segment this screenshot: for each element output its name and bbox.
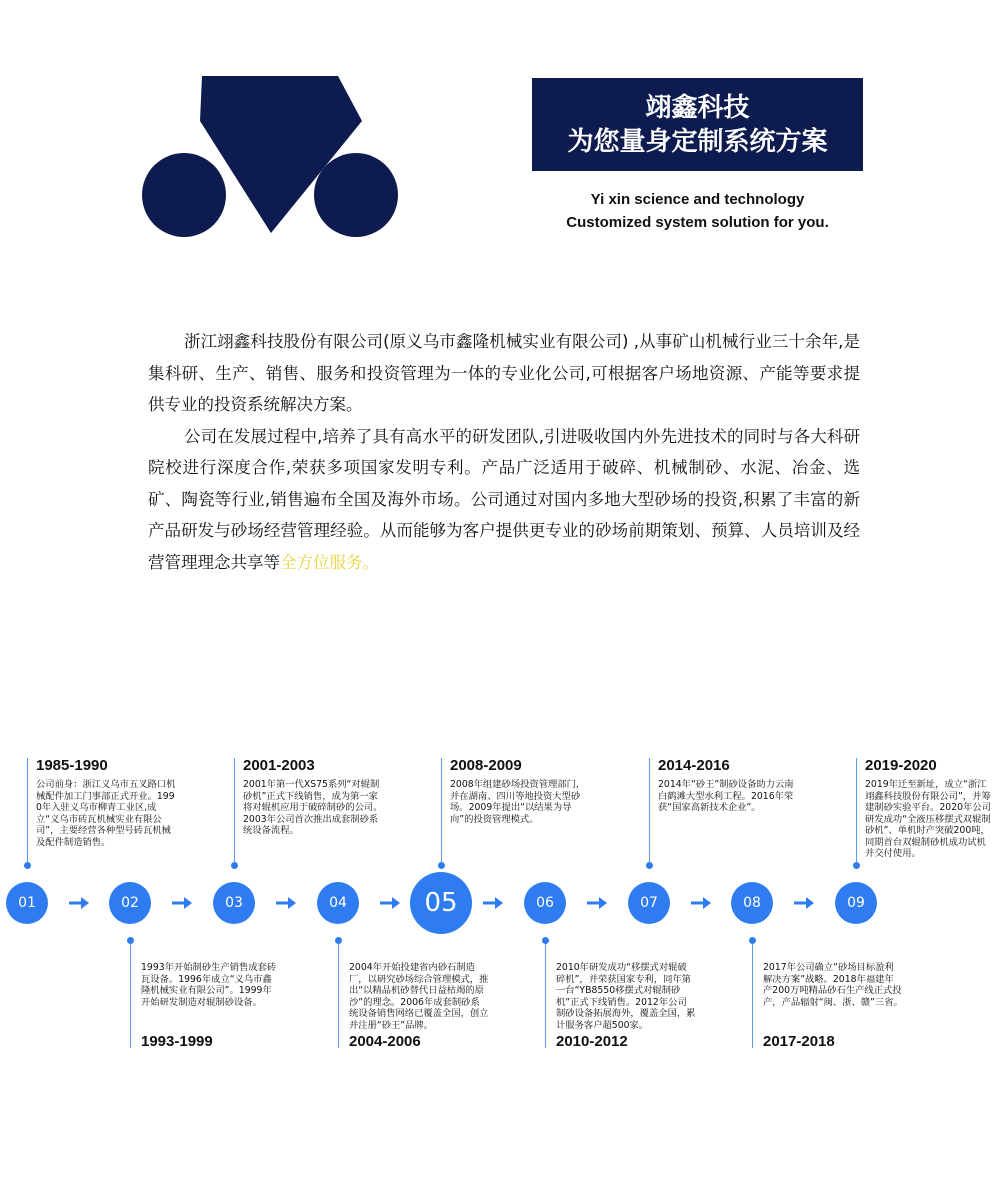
timeline-description: 2010年研发成功“移摆式对辊破碎机”，并荣获国家专利，同年第一台“YB8550移摆式对辊制砂机”正式下线销售。2012年公司制砂设备拓展海外，覆盖全国，累计服务客户超500家。 — [556, 962, 696, 1031]
timeline-connector — [856, 758, 857, 866]
timeline-node-02: 02 — [109, 882, 151, 924]
timeline-dot — [749, 937, 756, 944]
timeline-connector — [338, 944, 339, 1048]
timeline-connector — [130, 944, 131, 1048]
timeline-year: 2014-2016 — [658, 757, 730, 774]
timeline-connector — [234, 758, 235, 866]
timeline-description: 2001年第一代XS75系列“对辊制砂机”正式下线销售，成为第一家将对辊机应用于破碎制砂的公司。2003年公司首次推出成套制砂系统设备流程。 — [243, 779, 383, 836]
slogan-banner — [532, 78, 863, 171]
timeline-year: 2004-2006 — [349, 1033, 421, 1050]
timeline-dot — [853, 862, 860, 869]
timeline-year: 2010-2012 — [556, 1033, 628, 1050]
timeline-node-08: 08 — [731, 882, 773, 924]
company-logo-icon — [140, 75, 400, 240]
arrow-right-icon — [794, 897, 814, 909]
timeline-connector — [545, 944, 546, 1048]
timeline-year: 2017-2018 — [763, 1033, 835, 1050]
timeline-description: 1993年开始制砂生产销售成套砖瓦设备。1996年成立“义乌市鑫隆机械实业有限公司”。1999年开始研发制造对辊制砂设备。 — [141, 962, 277, 1008]
banner-brand: 翊鑫科技 — [645, 93, 750, 123]
timeline-description: 公司前身：浙江义乌市五叉路口机械配件加工门事部正式开业。1990年入驻义乌市柳青工业区,成立“义乌市砖瓦机械实业有限公司”，主要经营各种型号砖瓦机械及配件制造销售。 — [36, 779, 176, 848]
timeline-description: 2019年迁至新址，成立“浙江翊鑫科技股份有限公司”，并筹建制砂实验平台。2020年公司研发成功“全液压移摆式双辊制砂机”、单机时产突破200吨，同期首台双辊制砂机成功试机并交付使用。 — [865, 779, 991, 859]
timeline-node-07: 07 — [628, 882, 670, 924]
timeline-connector — [441, 758, 442, 866]
arrow-right-icon — [380, 897, 400, 909]
intro-highlight: 全方位服务。 — [280, 552, 379, 572]
timeline-year: 2019-2020 — [865, 757, 937, 774]
timeline-dot — [127, 937, 134, 944]
timeline-node-05: 05 — [410, 872, 472, 934]
timeline-description: 2014年“砂王”制砂设备助力云南白鹤滩大型水利工程。2016年荣获“国家高新技术企业”。 — [658, 779, 794, 813]
timeline-dot — [542, 937, 549, 944]
timeline-connector — [649, 758, 650, 866]
timeline-year: 1993-1999 — [141, 1033, 213, 1050]
arrow-right-icon — [276, 897, 296, 909]
timeline-description: 2017年公司确立“砂场目标盈利解决方案”战略。2018年福建年产200万吨精品砂石生产线正式投产，产品辐射“闽、浙、赣”三省。 — [763, 962, 903, 1008]
timeline-connector — [27, 758, 28, 866]
timeline-node-01: 01 — [6, 882, 48, 924]
intro-paragraph-2-text: 公司在发展过程中,培养了具有高水平的研发团队,引进吸收国内外先进技术的同时与各大科研院校进行深度合作,荣获多项国家发明专利。产品广泛适用于破碎、机械制砂、水泥、冶金、选矿、陶瓷等行业,销售遍布全国及海外市场。公司通过对国内多地大型砂场的投资,积累了丰富的新产品研发与砂场经营管理经验。从而能够为客户提供更专业的砂场前期策划、预算、人员培训及经营管理理念共享等 — [148, 426, 860, 572]
timeline-dot — [24, 862, 31, 869]
timeline-connector — [752, 944, 753, 1048]
timeline-dot — [335, 937, 342, 944]
timeline-year: 2008-2009 — [450, 757, 522, 774]
english-line-2: Customized system solution for you. — [566, 214, 829, 231]
timeline-description: 2004年开始投建省内砂石制造厂，以研究砂场综合管理模式，推出“以精品机砂替代日益枯竭的原沙”的理念。2006年成套制砂系统设备销售网络已覆盖全国，创立并注册“砂王”品牌。 — [349, 962, 489, 1031]
english-line-1: Yi xin science and technology — [590, 191, 805, 208]
intro-paragraph-1: 浙江翊鑫科技股份有限公司(原义乌市鑫隆机械实业有限公司) ,从事矿山机械行业三十余年,是集科研、生产、销售、服务和投资管理为一体的专业化公司,可根据客户场地资源、产能等要求提供专业的投资系统解决方案。 — [148, 332, 860, 414]
timeline-node-03: 03 — [213, 882, 255, 924]
timeline-dot — [438, 862, 445, 869]
arrow-right-icon — [172, 897, 192, 909]
timeline-year: 1985-1990 — [36, 757, 108, 774]
company-introduction — [148, 326, 860, 578]
timeline-dot — [231, 862, 238, 869]
banner-slogan: 为您量身定制系统方案 — [567, 127, 828, 157]
english-slogan — [532, 188, 863, 234]
timeline-node-04: 04 — [317, 882, 359, 924]
intro-paragraph-2 — [148, 421, 860, 579]
arrow-right-icon — [69, 897, 89, 909]
arrow-right-icon — [691, 897, 711, 909]
timeline-node-09: 09 — [835, 882, 877, 924]
timeline-year: 2001-2003 — [243, 757, 315, 774]
timeline-node-06: 06 — [524, 882, 566, 924]
arrow-right-icon — [587, 897, 607, 909]
timeline-description: 2008年组建砂场投资管理部门，并在湖南、四川等地投资大型砂场。2009年提出“以结果为导向”的投资管理模式。 — [450, 779, 586, 825]
arrow-right-icon — [483, 897, 503, 909]
timeline-dot — [646, 862, 653, 869]
